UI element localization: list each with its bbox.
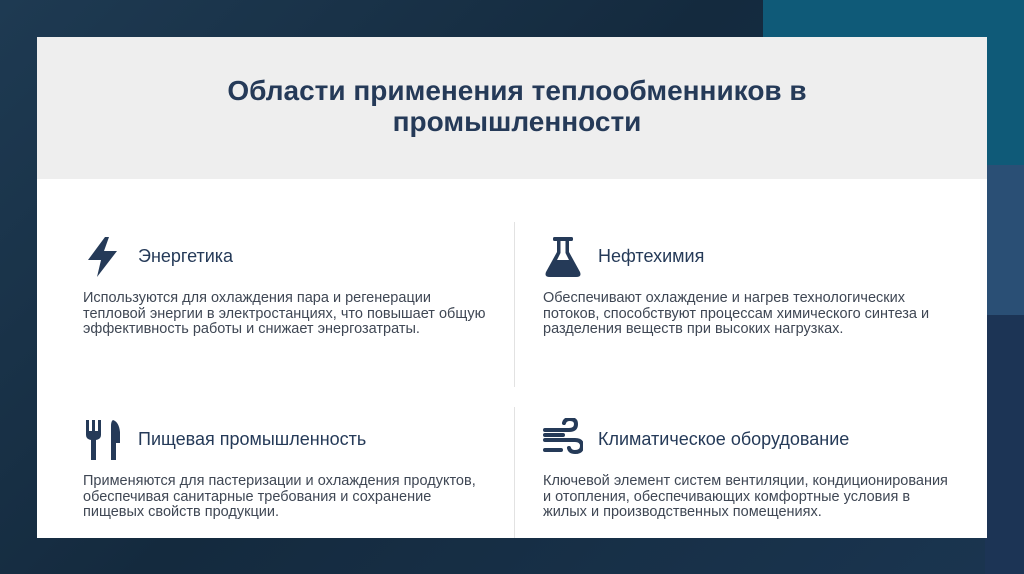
card-description: Используются для охлаждения пара и регенерации тепловой энергии в электростанциях, что повышает общую эффективность работы и снижает энергозатраты. xyxy=(83,290,486,337)
fork-knife-icon xyxy=(83,418,123,462)
column-divider-top xyxy=(514,222,515,387)
background-accent-middle-right xyxy=(985,165,1024,315)
card-heading: Пищевая промышленность xyxy=(138,429,367,449)
slide xyxy=(37,37,987,538)
card-heading: Энергетика xyxy=(138,246,234,266)
flask-icon xyxy=(543,235,583,279)
lightning-bolt-icon xyxy=(83,235,123,279)
card-heading: Климатическое оборудование xyxy=(598,429,850,449)
card-description: Обеспечивают охлаждение и нагрев технологических потоков, способствуют процессам химического синтеза и разделения веществ при высоких нагрузках. xyxy=(543,290,930,337)
card-description: Применяются для пастеризации и охлаждения продуктов, обеспечивая санитарные требования и сохранение пищевых свойств продукции. xyxy=(83,473,476,520)
card-description: Ключевой элемент систем вентиляции, кондиционирования и отопления, обеспечивающих комфортные условия в жилых и производственных помещениях. xyxy=(543,473,948,520)
slide-title: Области применения теплообменников в промышленности xyxy=(227,75,807,137)
slide-header xyxy=(37,37,987,179)
wind-icon xyxy=(543,418,583,462)
column-divider-bottom xyxy=(514,407,515,538)
card-heading: Нефтехимия xyxy=(598,246,705,266)
background-accent-bottom-right xyxy=(985,315,1024,574)
